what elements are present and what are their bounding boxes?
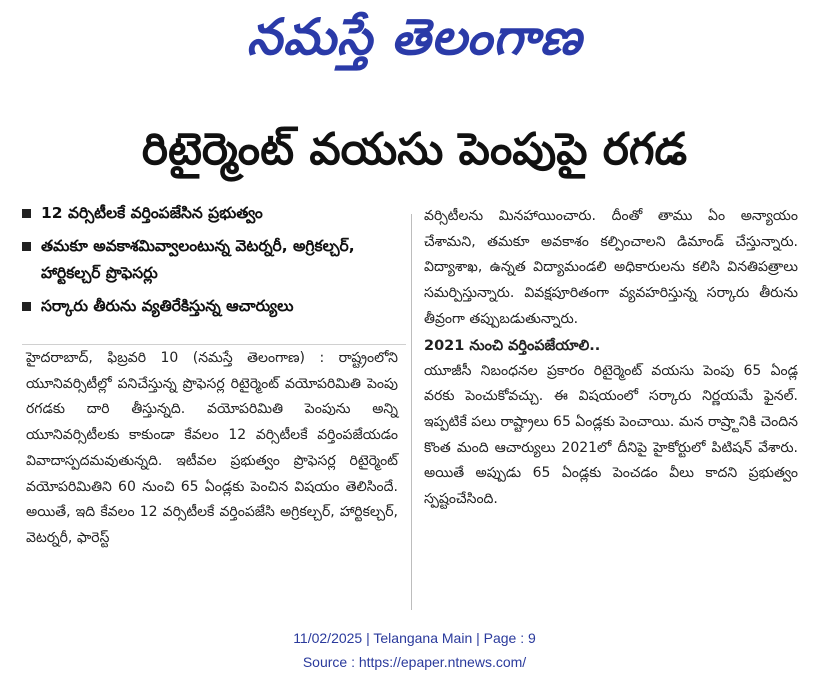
article-body-paragraph: వర్సిటీలను మినహాయించారు. దీంతో తాము ఏం అన్యాయం చేశామని, తమకూ అవకాశం కల్పించాలని డిమాండ్ చేస్తున్నారు. విద్యాశాఖ, ఉన్నత విద్యామండలి అధికారులను కలిసి వినతిపత్రాలు సమర్పిస్తున్నారు. వివక్షపూరితంగా వ్యవహరిస్తున్న సర్కారు తీరును తీవ్రంగా తప్పుబడుతున్నారు. (424, 208, 798, 327)
bullet-square-icon (22, 302, 31, 311)
footer-source-link[interactable]: Source : https://epaper.ntnews.com/ (302, 654, 527, 670)
article-subheading: 2021 నుంచి వర్తింపజేయాలి.. (424, 337, 601, 354)
highlight-bullets (22, 200, 406, 326)
bullet-text: సర్కారు తీరును వ్యతిరేకిస్తున్న ఆచార్యులు (41, 297, 294, 315)
footer-date-line: 11/02/2025 | Telangana Main | Page : 9 (293, 630, 536, 646)
article-left-column (26, 346, 398, 552)
bullet-item (22, 233, 406, 287)
bullet-square-icon (22, 242, 31, 251)
bullet-text: 12 వర్సిటీలకే వర్తింపజేసిన ప్రభుత్వం (41, 204, 263, 222)
bullet-square-icon (22, 209, 31, 218)
column-divider (411, 214, 412, 610)
bullet-item (22, 293, 406, 320)
bullet-item (22, 200, 406, 227)
article-right-column (424, 204, 798, 513)
bullet-text: తమకూ అవకాశమివ్వాలంటున్న వెటర్నరీ, అగ్రికల్చర్, హార్టికల్చర్ ప్రొఫెసర్లు (41, 237, 355, 282)
newspaper-masthead: నమస్తే తెలంగాణ (246, 8, 583, 66)
article-body-paragraph: హైదరాబాద్, ఫిబ్రవరి 10 (నమస్తే తెలంగాణ) : రాష్ట్రంలోని యూనివర్సిటీల్లో పనిచేస్తున్న ప్రొఫెసర్ల రిటైర్మెంట్ వయోపరిమితి పెంపు రగడకు దారి తీస్తున్నది. వయోపరిమితి పెంపును అన్ని యూనివర్సిటీలకు కాకుండా కేవలం 12 వర్సిటీలకే వర్తింపజేయడం వివాదాస్పదమవుతున్నది. ఇటీవల ప్రభుత్వం ప్రొఫెసర్ల రిటైర్మెంట్ వయోపరిమితిని 60 నుంచి 65 ఏండ్లకు పెంచిన విషయం తెలిసిందే. అయితే, ఇది కేవలం 12 వర్సిటీలకే వర్తింపజేసి అగ్రికల్చర్, హార్టికల్చర్, వెటర్నరీ, ఫారెస్ట్ (26, 350, 398, 546)
bullet-divider (22, 344, 406, 345)
article-headline: రిటైర్మెంట్ వయసు పెంపుపై రగడ (141, 124, 688, 175)
article-body-paragraph: యూజీసీ నిబంధనల ప్రకారం రిటైర్మెంట్ వయసు పెంపు 65 ఏండ్ల వరకు పెంచుకోవచ్చు. ఈ విషయంలో సర్కారు నిర్ణయమే ఫైనల్. ఇప్పటికే పలు రాష్ట్రాలు 65 ఏండ్లకు పెంచాయి. మన రాష్ర్టానికి చెందిన కొంత మంది ఆచార్యులు 2021లో దీనిపై హైకోర్టులో పిటిషన్ వేశారు. అయితే అప్పుడు 65 ఏండ్లకు పెంచడం వీలు కాదని ప్రభుత్వం స్పష్టంచేసింది. (424, 362, 798, 508)
